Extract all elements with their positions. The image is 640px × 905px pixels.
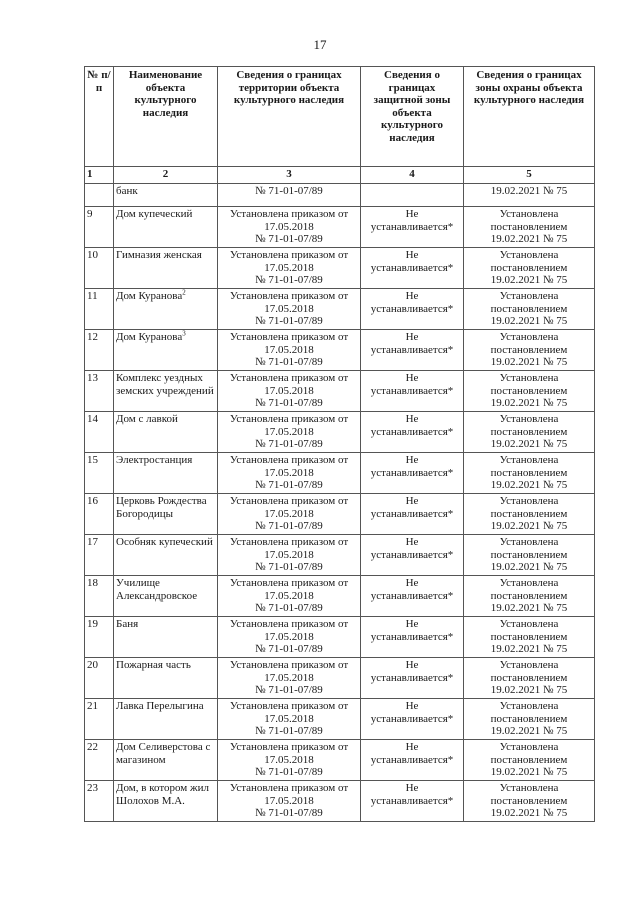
column-number: 1 bbox=[85, 167, 114, 184]
header-protective-zone: Сведения о границах защитной зоны объекта культурного наследия bbox=[361, 67, 464, 167]
protective-line: устанавливается* bbox=[370, 302, 454, 315]
table-row bbox=[85, 781, 595, 822]
territory-line: № 71-01-07/89 bbox=[255, 602, 323, 614]
zone-line: Установлена bbox=[499, 495, 559, 507]
row-protective-zone bbox=[361, 184, 464, 207]
row-name-text: Баня bbox=[116, 618, 139, 630]
table-row bbox=[85, 576, 595, 617]
row-territory bbox=[218, 330, 361, 371]
row-name bbox=[114, 699, 218, 740]
row-name bbox=[114, 207, 218, 248]
table-row bbox=[85, 207, 595, 248]
header-protection-zone: Сведения о границах зоны охраны объекта культурного наследия bbox=[464, 67, 595, 167]
zone-line: 19.02.2021 № 75 bbox=[490, 397, 568, 409]
territory-line: Установлена приказом от bbox=[229, 454, 349, 466]
protective-line: Не bbox=[405, 700, 419, 712]
row-protection-zone bbox=[464, 207, 595, 248]
row-name-text: Училище Александровское bbox=[116, 577, 198, 602]
zone-line: постановлением bbox=[490, 548, 568, 561]
row-protective-zone bbox=[361, 289, 464, 330]
protective-line: устанавливается* bbox=[370, 425, 454, 438]
row-protective-zone bbox=[361, 207, 464, 248]
zone-line: Установлена bbox=[499, 577, 559, 589]
row-name-text: Гимназия женская bbox=[116, 249, 202, 261]
row-territory bbox=[218, 453, 361, 494]
territory-line: № 71-01-07/89 bbox=[255, 356, 323, 368]
protective-line: Не bbox=[405, 331, 419, 343]
row-name bbox=[114, 617, 218, 658]
row-protective-zone bbox=[361, 330, 464, 371]
zone-line: Установлена bbox=[499, 331, 559, 343]
row-num: 18 bbox=[85, 576, 114, 617]
territory-line: 17.05.2018 bbox=[264, 261, 314, 274]
row-territory bbox=[218, 289, 361, 330]
row-name bbox=[114, 248, 218, 289]
territory-line: 17.05.2018 bbox=[264, 712, 314, 725]
territory-line: Установлена приказом от bbox=[229, 249, 349, 261]
protective-line: устанавливается* bbox=[370, 261, 454, 274]
row-num: 23 bbox=[85, 781, 114, 822]
row-name bbox=[114, 658, 218, 699]
territory-line: 17.05.2018 bbox=[264, 220, 314, 233]
table-row bbox=[85, 617, 595, 658]
row-territory bbox=[218, 535, 361, 576]
zone-line: 19.02.2021 № 75 bbox=[490, 561, 568, 573]
row-num: 15 bbox=[85, 453, 114, 494]
table-row bbox=[85, 740, 595, 781]
territory-line: Установлена приказом от bbox=[229, 659, 349, 671]
zone-line: Установлена bbox=[499, 208, 559, 220]
territory-line: Установлена приказом от bbox=[229, 413, 349, 425]
heritage-objects-table bbox=[84, 66, 595, 822]
protective-line: Не bbox=[405, 536, 419, 548]
protective-line: устанавливается* bbox=[370, 794, 454, 807]
territory-line: 17.05.2018 bbox=[264, 630, 314, 643]
territory-line: 17.05.2018 bbox=[264, 548, 314, 561]
row-num: 20 bbox=[85, 658, 114, 699]
territory-line: № 71-01-07/89 bbox=[255, 233, 323, 245]
row-name bbox=[114, 371, 218, 412]
row-name-text: Дом с лавкой bbox=[116, 413, 178, 425]
row-protective-zone bbox=[361, 781, 464, 822]
row-name bbox=[114, 453, 218, 494]
header-territory: Сведения о границах территории объекта культурного наследия bbox=[218, 67, 361, 167]
protective-line: Не bbox=[405, 618, 419, 630]
territory-line: № 71-01-07/89 bbox=[255, 766, 323, 778]
zone-line: постановлением bbox=[490, 630, 568, 643]
protective-line: Не bbox=[405, 577, 419, 589]
protective-line: устанавливается* bbox=[370, 507, 454, 520]
row-protection-zone bbox=[464, 617, 595, 658]
territory-line: 17.05.2018 bbox=[264, 425, 314, 438]
territory-line: 17.05.2018 bbox=[264, 466, 314, 479]
row-protection-zone bbox=[464, 330, 595, 371]
protective-line: устанавливается* bbox=[370, 548, 454, 561]
zone-line: 19.02.2021 № 75 bbox=[490, 315, 568, 327]
row-num: 13 bbox=[85, 371, 114, 412]
zone-line: 19.02.2021 № 75 bbox=[490, 725, 568, 737]
protective-line: Не bbox=[405, 741, 419, 753]
header-name: Наименование объекта культурного наследия bbox=[114, 67, 218, 167]
zone-line: 19.02.2021 № 75 bbox=[490, 520, 568, 532]
territory-line: 17.05.2018 bbox=[264, 384, 314, 397]
zone-line: 19.02.2021 № 75 bbox=[490, 233, 568, 245]
row-territory: № 71-01-07/89 bbox=[218, 184, 361, 207]
row-protection-zone bbox=[464, 781, 595, 822]
zone-line: постановлением bbox=[490, 302, 568, 315]
table-row bbox=[85, 371, 595, 412]
row-territory bbox=[218, 207, 361, 248]
zone-line: постановлением bbox=[490, 589, 568, 602]
protective-line: устанавливается* bbox=[370, 466, 454, 479]
row-protective-zone bbox=[361, 576, 464, 617]
row-name bbox=[114, 494, 218, 535]
table-row bbox=[85, 535, 595, 576]
territory-line: № 71-01-07/89 bbox=[255, 807, 323, 819]
territory-line: № 71-01-07/89 bbox=[255, 725, 323, 737]
territory-line: Установлена приказом от bbox=[229, 577, 349, 589]
row-protection-zone bbox=[464, 248, 595, 289]
table-row bbox=[85, 453, 595, 494]
row-num: 11 bbox=[85, 289, 114, 330]
territory-line: 17.05.2018 bbox=[264, 753, 314, 766]
footnote-marker: 3 bbox=[182, 329, 186, 338]
zone-line: постановлением bbox=[490, 753, 568, 766]
row-name bbox=[114, 781, 218, 822]
territory-line: Установлена приказом от bbox=[229, 208, 349, 220]
zone-line: Установлена bbox=[499, 741, 559, 753]
protective-line: Не bbox=[405, 495, 419, 507]
row-name bbox=[114, 289, 218, 330]
column-number: 3 bbox=[218, 167, 361, 184]
territory-line: 17.05.2018 bbox=[264, 507, 314, 520]
territory-line: Установлена приказом от bbox=[229, 372, 349, 384]
territory-line: № 71-01-07/89 bbox=[255, 561, 323, 573]
protective-line: устанавливается* bbox=[370, 220, 454, 233]
zone-line: 19.02.2021 № 75 bbox=[490, 479, 568, 491]
table-row bbox=[85, 330, 595, 371]
territory-line: № 71-01-07/89 bbox=[255, 684, 323, 696]
zone-line: Установлена bbox=[499, 249, 559, 261]
table-row bbox=[85, 699, 595, 740]
row-name-text: Церковь Рождества Богородицы bbox=[116, 495, 207, 520]
zone-line: Установлена bbox=[499, 782, 559, 794]
zone-line: постановлением bbox=[490, 261, 568, 274]
page-number: 17 bbox=[313, 37, 327, 52]
zone-line: постановлением bbox=[490, 220, 568, 233]
row-num: 14 bbox=[85, 412, 114, 453]
territory-line: Установлена приказом от bbox=[229, 618, 349, 630]
row-territory bbox=[218, 658, 361, 699]
column-number: 4 bbox=[361, 167, 464, 184]
protective-line: Не bbox=[405, 372, 419, 384]
row-territory bbox=[218, 494, 361, 535]
header-num: № п/п bbox=[85, 67, 114, 167]
row-name-text: Дом Куранова bbox=[116, 331, 183, 343]
protective-line: устанавливается* bbox=[370, 671, 454, 684]
row-protective-zone bbox=[361, 371, 464, 412]
territory-line: Установлена приказом от bbox=[229, 290, 349, 302]
zone-line: Установлена bbox=[499, 372, 559, 384]
row-territory bbox=[218, 740, 361, 781]
territory-line: № 71-01-07/89 bbox=[255, 479, 323, 491]
territory-line: 17.05.2018 bbox=[264, 794, 314, 807]
row-protection-zone bbox=[464, 453, 595, 494]
row-protection-zone bbox=[464, 658, 595, 699]
row-protection-zone bbox=[464, 494, 595, 535]
row-protection-zone bbox=[464, 699, 595, 740]
zone-line: 19.02.2021 № 75 bbox=[490, 274, 568, 286]
row-protection-zone bbox=[464, 371, 595, 412]
table-row-continued bbox=[85, 184, 595, 207]
row-name-text: Дом, в котором жил Шолохов М.А. bbox=[116, 782, 209, 807]
zone-line: постановлением bbox=[490, 384, 568, 397]
row-protection-zone bbox=[464, 576, 595, 617]
row-territory bbox=[218, 617, 361, 658]
zone-line: 19.02.2021 № 75 bbox=[490, 643, 568, 655]
zone-line: Установлена bbox=[499, 618, 559, 630]
zone-line: постановлением bbox=[490, 712, 568, 725]
row-num: 9 bbox=[85, 207, 114, 248]
row-territory bbox=[218, 576, 361, 617]
footnote-marker: 2 bbox=[182, 288, 186, 297]
row-num: 12 bbox=[85, 330, 114, 371]
row-name bbox=[114, 412, 218, 453]
row-territory bbox=[218, 412, 361, 453]
protective-line: Не bbox=[405, 659, 419, 671]
zone-line: Установлена bbox=[499, 700, 559, 712]
protective-line: Не bbox=[405, 208, 419, 220]
territory-line: № 71-01-07/89 bbox=[255, 438, 323, 450]
protective-line: Не bbox=[405, 290, 419, 302]
protective-line: устанавливается* bbox=[370, 753, 454, 766]
zone-line: Установлена bbox=[499, 454, 559, 466]
territory-line: № 71-01-07/89 bbox=[255, 643, 323, 655]
territory-line: 17.05.2018 bbox=[264, 589, 314, 602]
table-row bbox=[85, 412, 595, 453]
row-protective-zone bbox=[361, 248, 464, 289]
row-protective-zone bbox=[361, 699, 464, 740]
territory-line: Установлена приказом от bbox=[229, 331, 349, 343]
territory-line: Установлена приказом от bbox=[229, 536, 349, 548]
row-protective-zone bbox=[361, 453, 464, 494]
row-name bbox=[114, 330, 218, 371]
row-num: 19 bbox=[85, 617, 114, 658]
row-name-text: Дом купеческий bbox=[116, 208, 193, 220]
zone-line: 19.02.2021 № 75 bbox=[490, 807, 568, 819]
row-name-text: Электростанция bbox=[116, 454, 193, 466]
table-row bbox=[85, 658, 595, 699]
zone-line: постановлением bbox=[490, 671, 568, 684]
table-row bbox=[85, 248, 595, 289]
zone-line: Установлена bbox=[499, 659, 559, 671]
territory-line: 17.05.2018 bbox=[264, 671, 314, 684]
protective-line: устанавливается* bbox=[370, 343, 454, 356]
protective-line: Не bbox=[405, 782, 419, 794]
column-number: 5 bbox=[464, 167, 595, 184]
row-name-text: Особняк купеческий bbox=[116, 536, 213, 548]
row-territory bbox=[218, 699, 361, 740]
zone-line: Установлена bbox=[499, 536, 559, 548]
protective-line: Не bbox=[405, 413, 419, 425]
row-protective-zone bbox=[361, 617, 464, 658]
zone-line: постановлением bbox=[490, 507, 568, 520]
protective-line: Не bbox=[405, 249, 419, 261]
zone-line: Установлена bbox=[499, 413, 559, 425]
row-protective-zone bbox=[361, 412, 464, 453]
table-row bbox=[85, 289, 595, 330]
zone-line: 19.02.2021 № 75 bbox=[490, 684, 568, 696]
protective-line: устанавливается* bbox=[370, 589, 454, 602]
row-protection-zone bbox=[464, 535, 595, 576]
zone-line: 19.02.2021 № 75 bbox=[490, 766, 568, 778]
zone-line: 19.02.2021 № 75 bbox=[490, 602, 568, 614]
zone-line: постановлением bbox=[490, 794, 568, 807]
row-num: 16 bbox=[85, 494, 114, 535]
row-protective-zone bbox=[361, 740, 464, 781]
row-name bbox=[114, 535, 218, 576]
protective-line: Не bbox=[405, 454, 419, 466]
territory-line: № 71-01-07/89 bbox=[255, 274, 323, 286]
territory-line: Установлена приказом от bbox=[229, 700, 349, 712]
row-protection-zone: 19.02.2021 № 75 bbox=[464, 184, 595, 207]
territory-line: 17.05.2018 bbox=[264, 302, 314, 315]
row-protective-zone bbox=[361, 535, 464, 576]
row-protection-zone bbox=[464, 412, 595, 453]
row-name bbox=[114, 740, 218, 781]
table-row bbox=[85, 494, 595, 535]
row-protective-zone bbox=[361, 658, 464, 699]
zone-line: постановлением bbox=[490, 343, 568, 356]
row-name-text: Дом Куранова bbox=[116, 290, 183, 302]
column-number-row bbox=[85, 167, 595, 184]
row-name: банк bbox=[114, 184, 218, 207]
territory-line: № 71-01-07/89 bbox=[255, 315, 323, 327]
row-name-text: Комплекс уездных земских учреждений bbox=[116, 372, 214, 397]
row-num: 10 bbox=[85, 248, 114, 289]
row-num: 17 bbox=[85, 535, 114, 576]
protective-line: устанавливается* bbox=[370, 384, 454, 397]
territory-line: Установлена приказом от bbox=[229, 495, 349, 507]
row-protection-zone bbox=[464, 289, 595, 330]
row-protection-zone bbox=[464, 740, 595, 781]
protective-line: устанавливается* bbox=[370, 630, 454, 643]
row-name-text: Пожарная часть bbox=[116, 659, 191, 671]
zone-line: 19.02.2021 № 75 bbox=[490, 356, 568, 368]
territory-line: Установлена приказом от bbox=[229, 741, 349, 753]
column-number: 2 bbox=[114, 167, 218, 184]
territory-line: № 71-01-07/89 bbox=[255, 520, 323, 532]
row-territory bbox=[218, 371, 361, 412]
row-territory bbox=[218, 248, 361, 289]
row-protective-zone bbox=[361, 494, 464, 535]
territory-line: № 71-01-07/89 bbox=[255, 397, 323, 409]
row-num: 22 bbox=[85, 740, 114, 781]
zone-line: Установлена bbox=[499, 290, 559, 302]
zone-line: 19.02.2021 № 75 bbox=[490, 438, 568, 450]
territory-line: 17.05.2018 bbox=[264, 343, 314, 356]
zone-line: постановлением bbox=[490, 466, 568, 479]
row-territory bbox=[218, 781, 361, 822]
protective-line: устанавливается* bbox=[370, 712, 454, 725]
row-name bbox=[114, 576, 218, 617]
table-header-row bbox=[85, 67, 595, 167]
territory-line: Установлена приказом от bbox=[229, 782, 349, 794]
row-name-text: Дом Селиверстова с магазином bbox=[116, 741, 211, 766]
zone-line: постановлением bbox=[490, 425, 568, 438]
row-num bbox=[85, 184, 114, 207]
row-num: 21 bbox=[85, 699, 114, 740]
row-name-text: Лавка Перелыгина bbox=[116, 700, 204, 712]
